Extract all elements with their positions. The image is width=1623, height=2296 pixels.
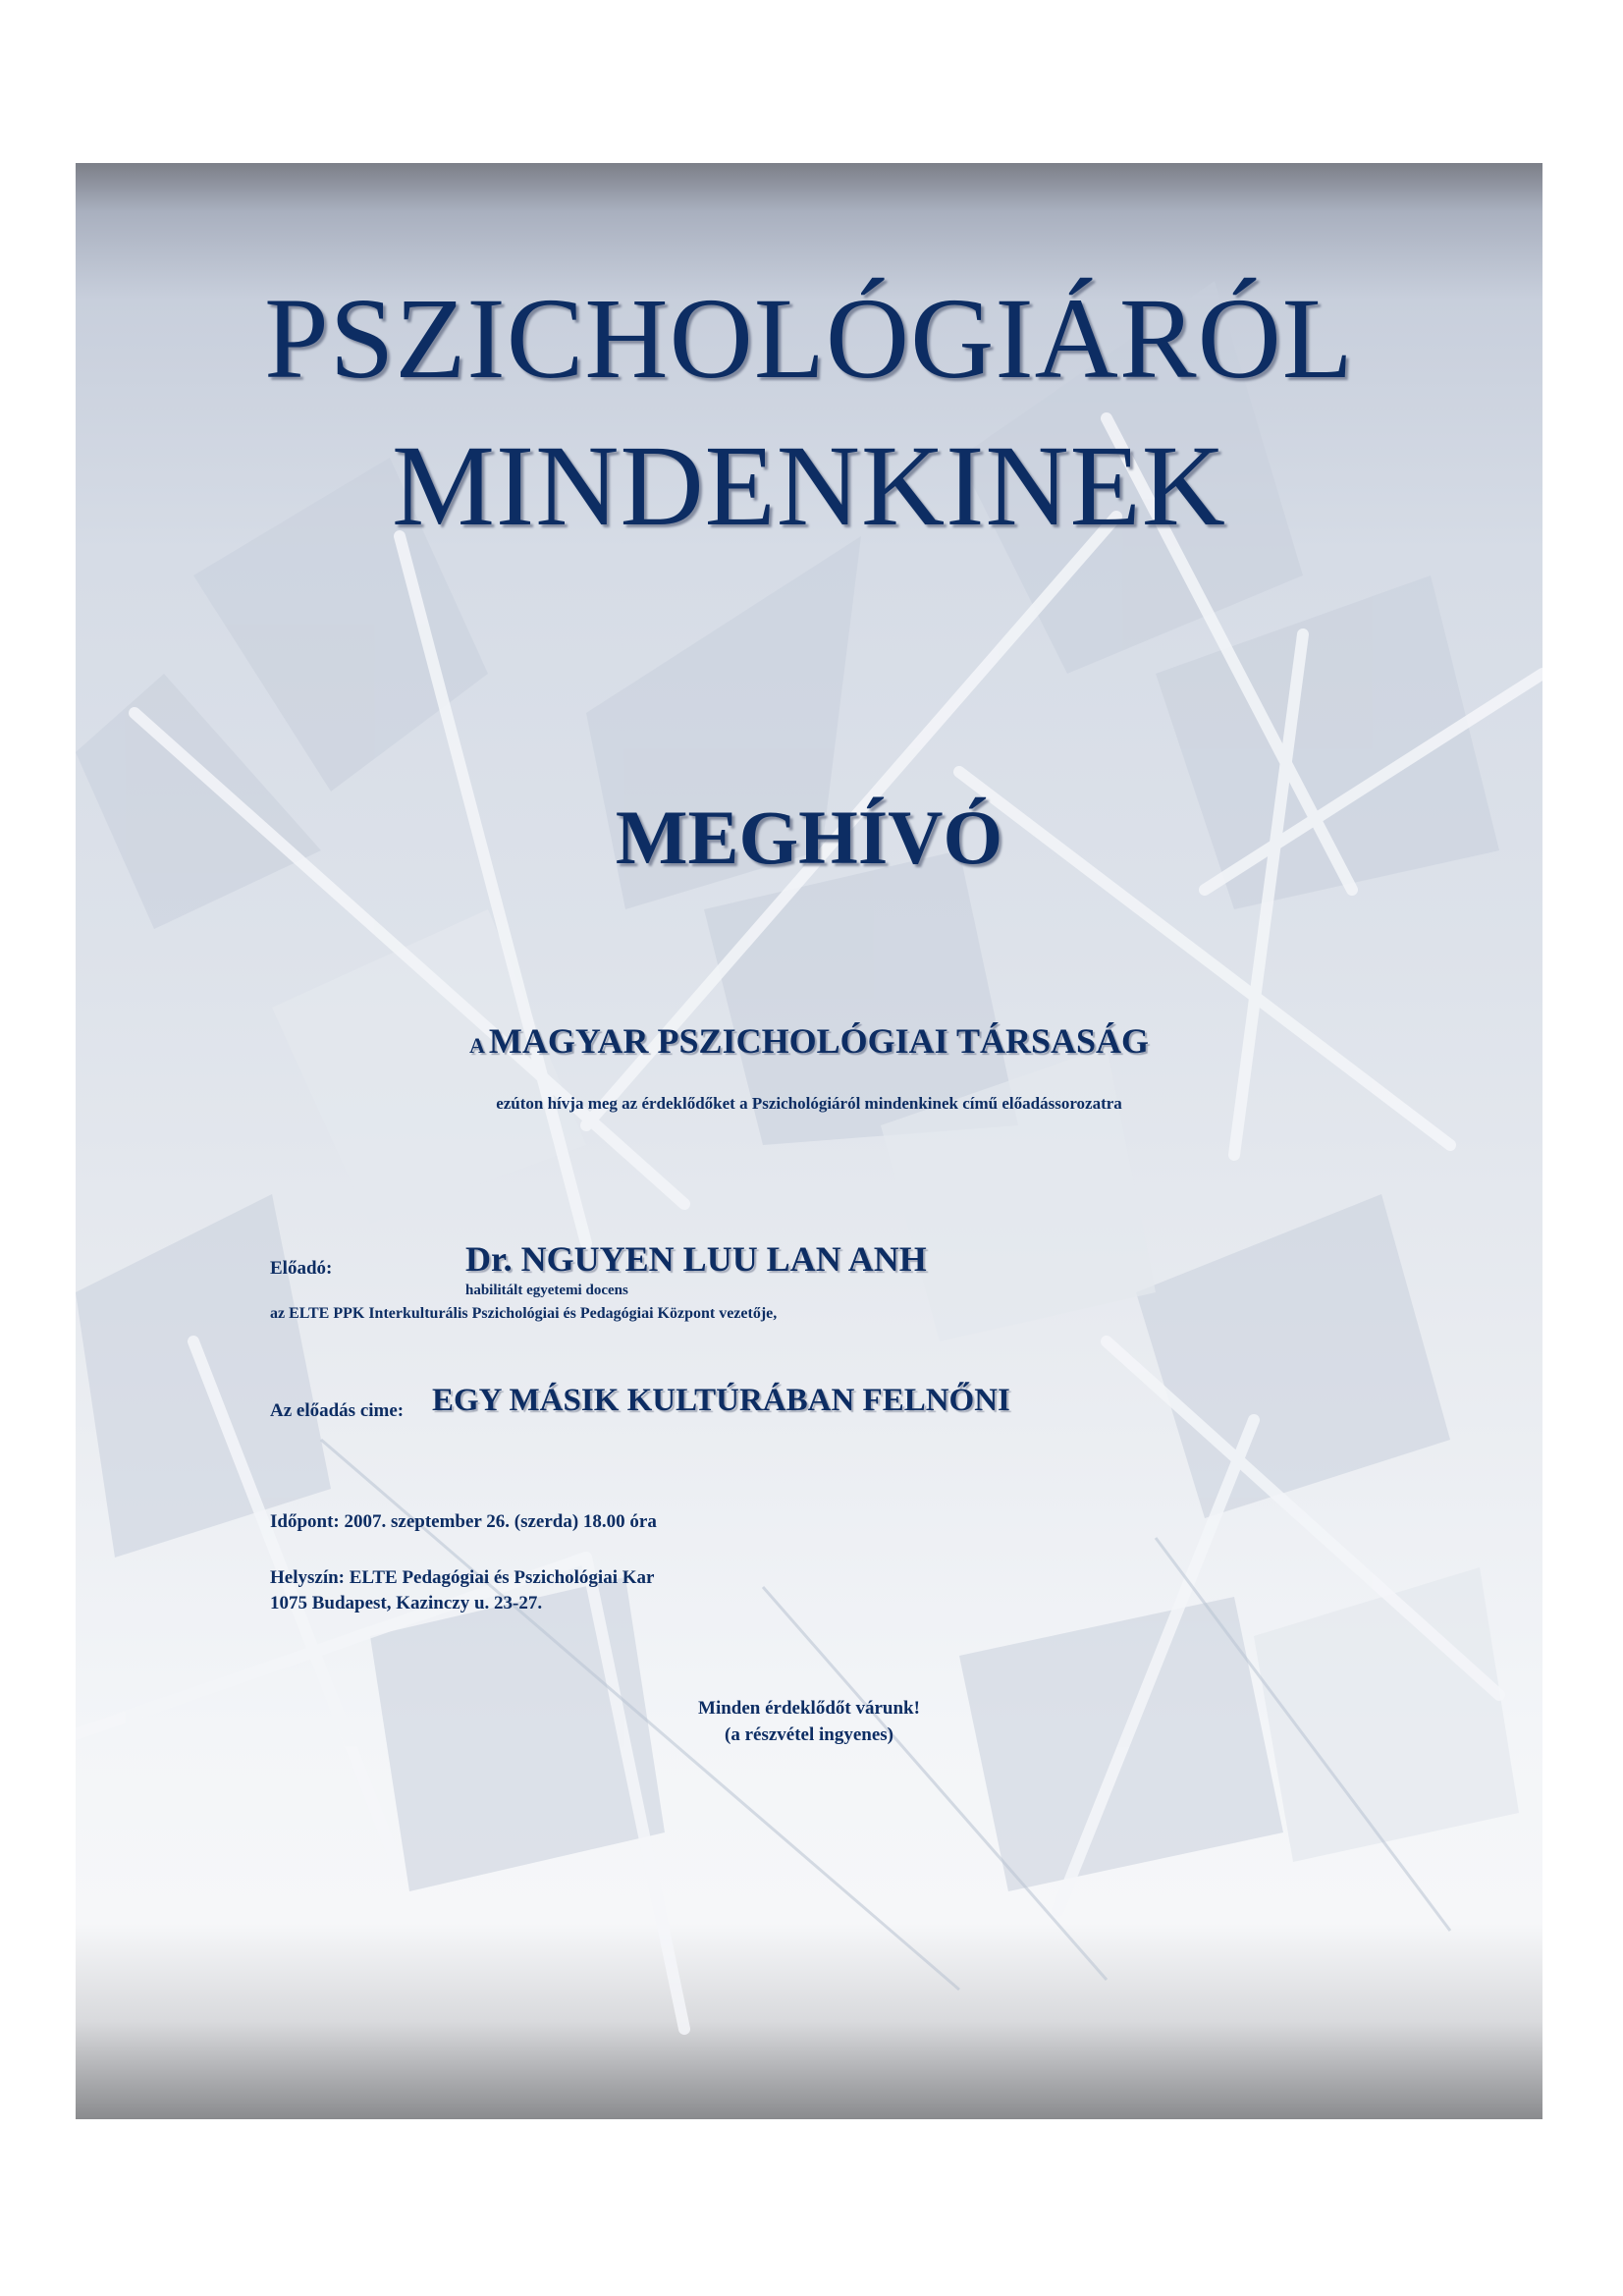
speaker-label: Előadó: xyxy=(270,1258,333,1279)
event-place-line-1: Helyszín: ELTE Pedagógiai és Pszichológiai Kar xyxy=(270,1567,655,1588)
society-name: MAGYAR PSZICHOLÓGIAI TÁRSASÁG xyxy=(488,1021,1150,1061)
title-line-2: MINDENKINEK xyxy=(392,421,1226,550)
lecture-title: EGY MÁSIK KULTÚRÁBAN FELNŐNI xyxy=(432,1383,1010,1418)
speaker-title: habilitált egyetemi docens xyxy=(465,1283,628,1298)
invitation-text: ezúton hívja meg az érdeklődőket a Pszichológiáról mindenkinek című előadássorozatra xyxy=(496,1094,1122,1113)
society-line xyxy=(76,1023,1542,1059)
invitation-heading: MEGHÍVÓ xyxy=(615,794,1003,880)
title-line-1: PSZICHOLÓGIÁRÓL xyxy=(264,274,1354,403)
poster-text xyxy=(76,163,1542,2119)
event-time: Időpont: 2007. szeptember 26. (szerda) 18.00 óra xyxy=(270,1511,657,1532)
society-prefix: A xyxy=(468,1033,485,1058)
welcome-line-2: (a részvétel ingyenes) xyxy=(725,1724,893,1745)
invitation-poster xyxy=(76,163,1542,2119)
welcome-line-1: Minden érdeklődőt várunk! xyxy=(698,1698,920,1719)
event-place-line-2: 1075 Budapest, Kazinczy u. 23-27. xyxy=(270,1593,543,1613)
speaker-name: Dr. NGUYEN LUU LAN ANH xyxy=(465,1239,927,1279)
speaker-role: az ELTE PPK Interkulturális Pszichológiai és Pedagógiai Központ vezetője, xyxy=(270,1305,778,1322)
lecture-label: Az előadás cime: xyxy=(270,1400,405,1421)
